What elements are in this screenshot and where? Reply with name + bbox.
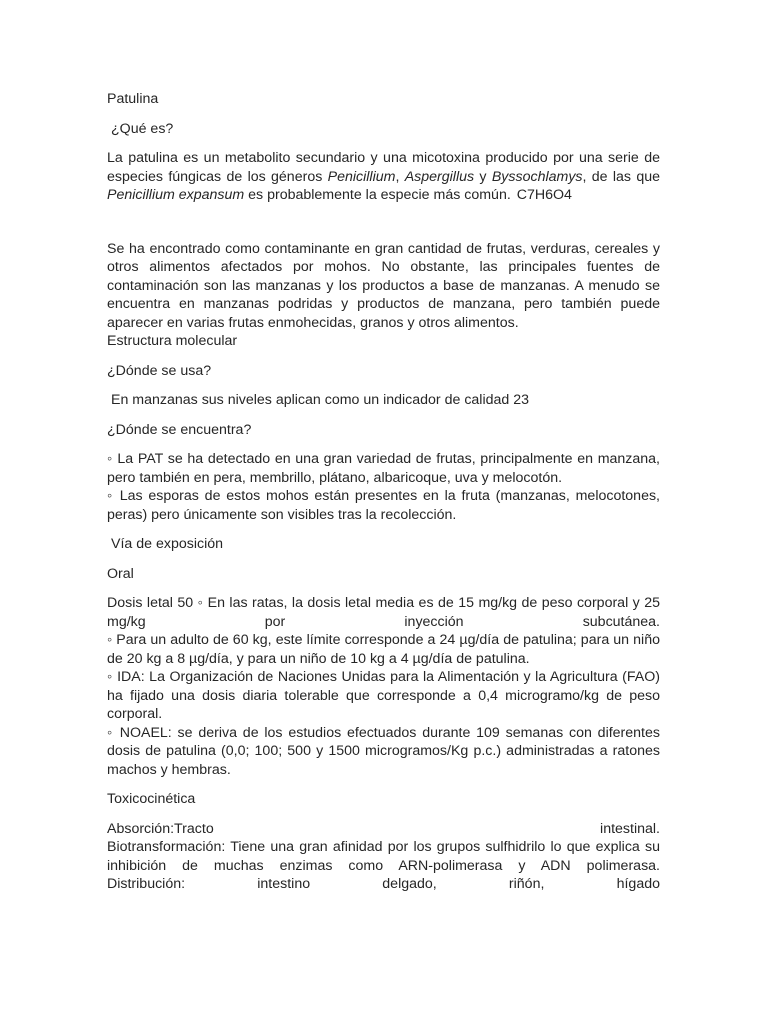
paragraph-contamination bbox=[107, 240, 660, 351]
paragraph-definition bbox=[107, 149, 660, 205]
genus-aspergillus: Aspergillus bbox=[404, 168, 475, 185]
found-item-2: ◦ Las esporas de estos mohos están presentes en la fruta (manzanas, melocotones, peras) pero únicamente son visibles tras la recolección. bbox=[107, 488, 660, 523]
absorption-line: Absorción:Tracto intestinal. bbox=[107, 820, 660, 837]
lethal-dose-item-4: ◦ NOAEL: se deriva de los estudios efectuados durante 109 semanas con diferentes dosis de patulina (0,0; 100; 500 y 1500 microgramos/Kg p.c.) administradas a ratones machos y hembras. bbox=[107, 724, 660, 778]
paragraph-lethal-dose bbox=[107, 594, 660, 779]
document-page bbox=[107, 90, 660, 905]
definition-text-b: , de las que bbox=[582, 168, 661, 185]
definition-and: y bbox=[474, 168, 492, 185]
paragraph-toxicokinetics bbox=[107, 820, 660, 894]
paragraph-where-found bbox=[107, 450, 660, 524]
paragraph-where-used: En manzanas sus niveles aplican como un indicador de calidad 23 bbox=[111, 392, 529, 408]
heading-toxicokinetics: Toxicocinética bbox=[107, 791, 196, 807]
lethal-dose-item-1: Dosis letal 50 ◦ En las ratas, la dosis letal media es de 15 mg/kg de peso corporal y 25 mg/kg por inyección subcutánea. bbox=[107, 595, 660, 630]
found-item-1: ◦ La PAT se ha detectado en una gran variedad de frutas, principalmente en manzana, pero también en pera, membrillo, plátano, albaricoque, uva y melocotón. bbox=[107, 451, 660, 486]
definition-text-a: La patulina es un metabolito secundario y una micotoxina producido por una serie de especies fúngicas de los géneros bbox=[107, 150, 660, 185]
distribution-line: Distribución: intestino delgado, riñón, hígado bbox=[107, 876, 660, 892]
document-title: Patulina bbox=[107, 91, 159, 107]
lethal-dose-item-2: ◦ Para un adulto de 60 kg, este límite corresponde a 24 µg/día de patulina; para un niño de 20 kg a 8 µg/día, y para un niño de 10 kg a 4 µg/día de patulina. bbox=[107, 632, 660, 667]
heading-oral: Oral bbox=[107, 565, 134, 582]
chemical-formula: C7H6O4 bbox=[516, 187, 572, 203]
genus-penicillium: Penicillium bbox=[327, 168, 396, 185]
definition-comma: , bbox=[395, 168, 405, 185]
molecular-structure-label: Estructura molecular bbox=[107, 333, 238, 349]
contamination-text: Se ha encontrado como contaminante en gran cantidad de frutas, verduras, cereales y otros alimentos afectados por mohos. No obstante, las principales fuentes de contaminación son las manzanas y los productos a base de manzanas. A menudo se encuentra en manzanas podridas y productos de manzana, pero también puede aparecer en varias frutas enmohecidas, granos y otros alimentos. bbox=[107, 240, 660, 331]
heading-exposure: Vía de exposición bbox=[111, 536, 223, 552]
definition-text-c: es probablemente la especie más común. bbox=[244, 187, 511, 203]
genus-byssochlamys: Byssochlamys bbox=[491, 168, 583, 185]
heading-what-is: ¿Qué es? bbox=[111, 120, 174, 137]
heading-where-found: ¿Dónde se encuentra? bbox=[107, 421, 252, 438]
biotransformation-line: Biotransformación: Tiene una gran afinidad por los grupos sulfhidrilo lo que explica su inhibición de muchas enzimas como ARN-polimerasa y ADN polimerasa. bbox=[107, 839, 660, 874]
heading-where-used: ¿Dónde se usa? bbox=[107, 362, 212, 379]
species-expansum: Penicillium expansum bbox=[107, 187, 245, 203]
lethal-dose-item-3: ◦ IDA: La Organización de Naciones Unidas para la Alimentación y la Agricultura (FAO) ha fijado una dosis diaria tolerable que corresponde a 0,4 microgramo/kg de peso corporal. bbox=[107, 669, 660, 722]
